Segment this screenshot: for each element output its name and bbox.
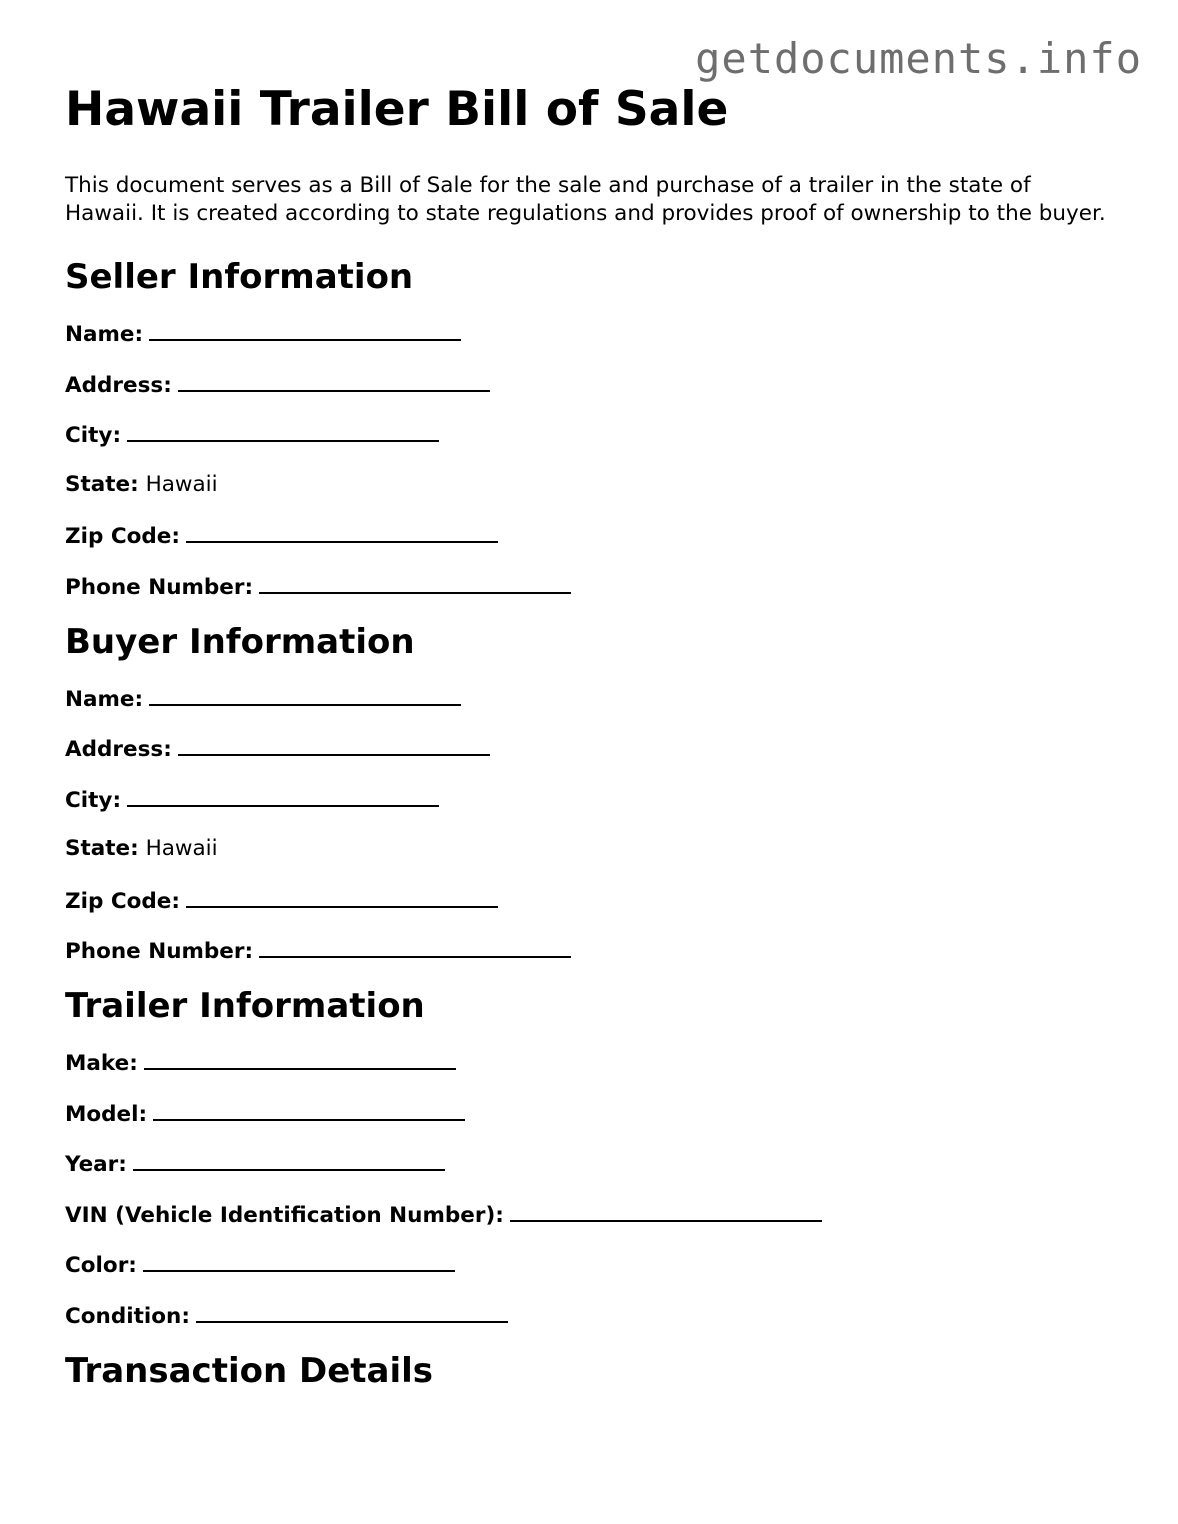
seller-zip-field	[65, 521, 1125, 549]
intro-paragraph: This document serves as a Bill of Sale for the sale and purchase of a trailer in the state of Hawaii. It is created according to state regulations and provides proof of ownership to the buyer.	[65, 173, 1106, 226]
transaction-heading: Transaction Details	[65, 1350, 434, 1391]
seller-heading: Seller Information	[65, 257, 414, 297]
document-body	[65, 82, 1125, 1391]
buyer-address-field	[65, 734, 1125, 762]
seller-phone-label: Phone Number:	[65, 574, 254, 600]
buyer-state-value: Hawaii	[145, 836, 218, 861]
trailer-vin-label: VIN (Vehicle Identification Number):	[65, 1202, 504, 1228]
seller-city-field	[65, 420, 1125, 448]
buyer-section	[65, 622, 1125, 965]
trailer-condition-field	[65, 1301, 1125, 1329]
page-title: Hawaii Trailer Bill of Sale	[65, 82, 729, 137]
buyer-city-label: City:	[65, 787, 122, 813]
buyer-phone-input[interactable]	[259, 936, 571, 958]
trailer-heading: Trailer Information	[65, 986, 425, 1026]
buyer-state-label: State:	[65, 836, 139, 861]
seller-state-field	[65, 471, 1125, 499]
seller-zip-label: Zip Code:	[65, 524, 180, 549]
trailer-condition-label: Condition:	[65, 1303, 190, 1329]
buyer-zip-label: Zip Code:	[65, 888, 180, 914]
trailer-year-label: Year:	[65, 1152, 127, 1177]
trailer-year-input[interactable]	[133, 1149, 445, 1171]
trailer-section	[65, 986, 1125, 1329]
buyer-city-field	[65, 785, 1125, 813]
seller-section	[65, 257, 1125, 600]
seller-city-label: City:	[65, 423, 122, 448]
buyer-name-input[interactable]	[149, 684, 461, 706]
seller-city-input[interactable]	[127, 420, 439, 442]
trailer-year-field	[65, 1149, 1125, 1177]
seller-phone-input[interactable]	[259, 572, 571, 594]
trailer-make-field	[65, 1048, 1125, 1076]
trailer-make-input[interactable]	[144, 1048, 456, 1070]
seller-state-value: Hawaii	[145, 471, 218, 497]
seller-state-label: State:	[65, 471, 139, 497]
seller-name-input[interactable]	[149, 319, 461, 341]
seller-zip-input[interactable]	[186, 521, 498, 543]
trailer-vin-field	[65, 1200, 1125, 1228]
transaction-section	[65, 1351, 1125, 1391]
seller-name-field	[65, 319, 1125, 347]
trailer-vin-input[interactable]	[510, 1200, 822, 1222]
buyer-phone-field	[65, 936, 1125, 964]
trailer-model-label: Model:	[65, 1101, 148, 1127]
seller-name-label: Name:	[65, 322, 144, 347]
buyer-city-input[interactable]	[127, 785, 439, 807]
buyer-phone-label: Phone Number:	[65, 939, 254, 964]
trailer-model-input[interactable]	[153, 1099, 465, 1121]
trailer-color-field	[65, 1250, 1125, 1278]
buyer-address-label: Address:	[65, 737, 172, 762]
trailer-condition-input[interactable]	[196, 1301, 508, 1323]
seller-address-label: Address:	[65, 372, 172, 398]
seller-address-field	[65, 370, 1125, 398]
buyer-heading: Buyer Information	[65, 621, 415, 662]
trailer-make-label: Make:	[65, 1051, 138, 1076]
buyer-address-input[interactable]	[178, 734, 490, 756]
trailer-color-label: Color:	[65, 1253, 137, 1278]
seller-address-input[interactable]	[178, 370, 490, 392]
trailer-model-field	[65, 1099, 1125, 1127]
buyer-zip-input[interactable]	[186, 886, 498, 908]
seller-phone-field	[65, 572, 1125, 600]
buyer-zip-field	[65, 886, 1125, 914]
buyer-name-field	[65, 684, 1125, 712]
buyer-state-field	[65, 835, 1125, 863]
watermark: getdocuments.info	[695, 34, 1142, 83]
trailer-color-input[interactable]	[143, 1250, 455, 1272]
buyer-name-label: Name:	[65, 686, 144, 712]
